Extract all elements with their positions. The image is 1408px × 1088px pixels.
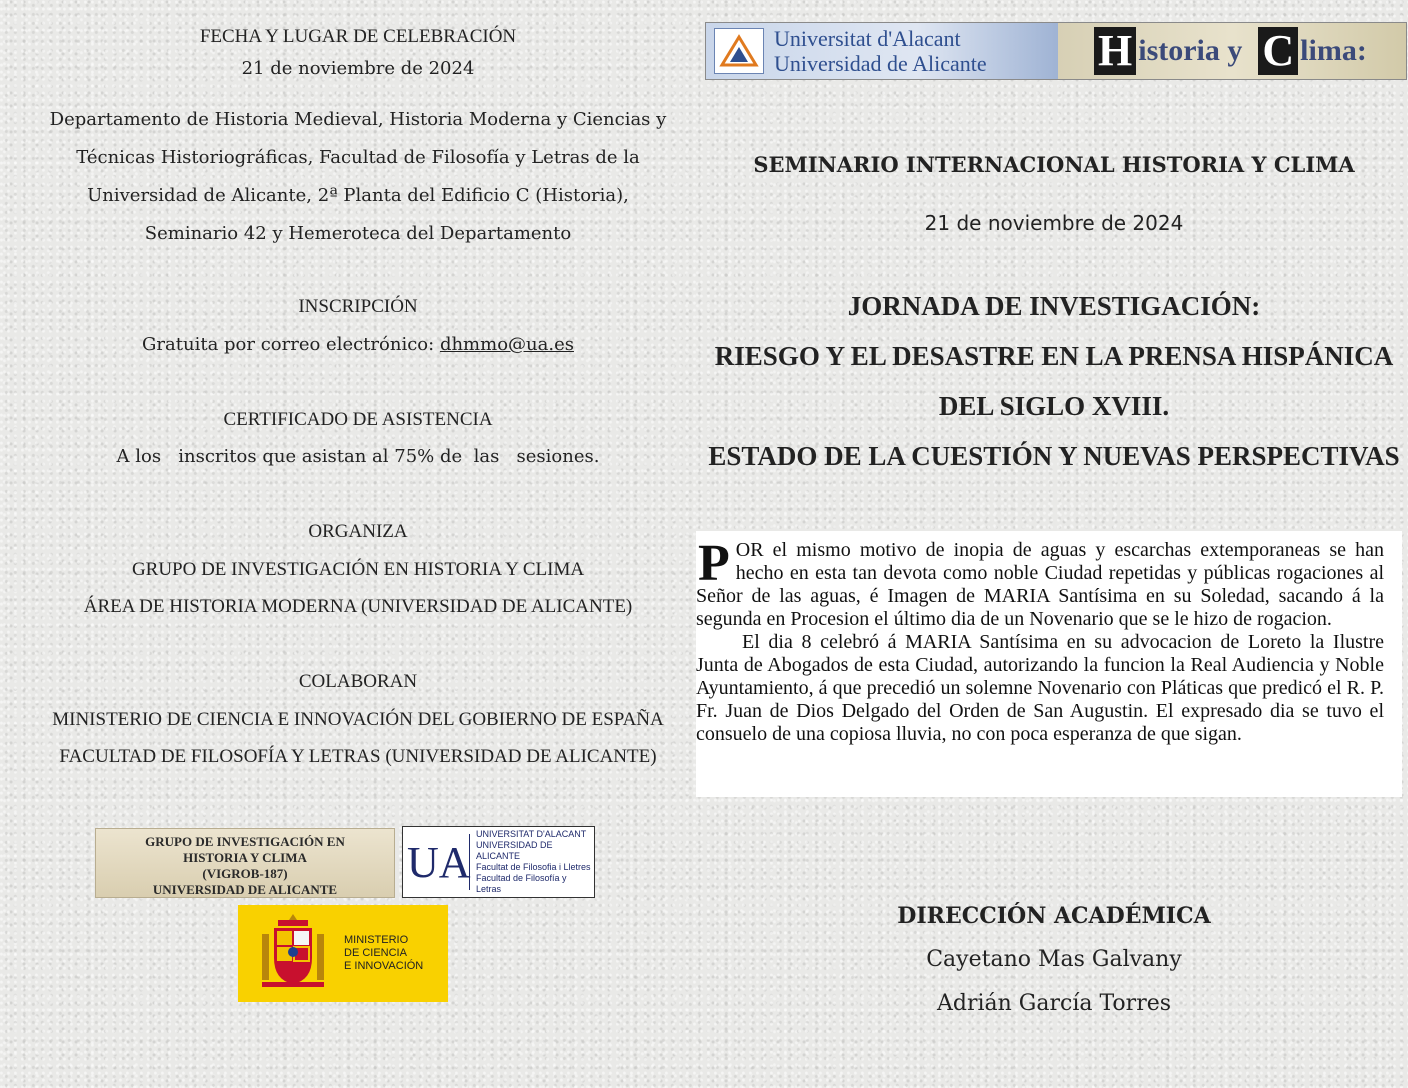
ua-banner	[706, 23, 1058, 79]
organiza-line: GRUPO DE INVESTIGACIÓN EN HISTORIA Y CLIMA	[131, 559, 585, 580]
ua-banner-text	[774, 26, 987, 76]
ua-faculty-logo	[402, 826, 595, 898]
grupo-investigacion-logo	[95, 828, 395, 898]
colaboran-line: FACULTAD DE FILOSOFÍA Y LETRAS (UNIVERSIDAD DE ALICANTE)	[59, 746, 657, 767]
lugar-line: Universidad de Alicante, 2ª Planta del Edificio C (Historia),	[87, 185, 629, 206]
ministerio-logo	[238, 905, 448, 1002]
ua-logo-line: UNIVERSIDAD DE ALICANTE	[475, 840, 553, 861]
ua-banner-line: Universitat d'Alacant	[774, 26, 961, 51]
excerpt-paragraph: El dia 8 celebró á MARIA Santísima en su advocacion de Loreto la Ilustre Junta de Abogados de esta Ciudad, autorizando la funcion la Real Audiencia y Noble Ayuntamiento, á que precedió un solemne Novenario con Pláticas que predicó el R. P. Fr. Juan de Dios Delgado del Orden de San Augustin. El expresado dia se tuvo el consuelo de una copiosa lluvia, no con poca esperanza de que sigan.	[696, 631, 1384, 745]
ua-banner-line: Universidad de Alicante	[774, 51, 987, 76]
director-name: Adrián García Torres	[936, 991, 1172, 1016]
ua-logo-line: Facultad de Filosofía y Letras	[475, 873, 567, 894]
newspaper-excerpt	[696, 531, 1402, 797]
certificado-text: A los inscritos que asistan al 75% de las sesiones.	[116, 446, 600, 467]
email-link[interactable]: dhmmo@ua.es	[439, 334, 574, 355]
ua-logo-text	[476, 829, 594, 895]
right-column	[696, 0, 1408, 1088]
inscripcion-row	[20, 334, 696, 355]
colaboran-line: MINISTERIO DE CIENCIA E INNOVACIÓN DEL GOBIERNO DE ESPAÑA	[52, 709, 664, 730]
inscripcion-heading: INSCRIPCIÓN	[298, 296, 418, 317]
inscripcion-text: Gratuita por correo electrónico:	[142, 334, 435, 355]
jornada-line: DEL SIGLO XVIII.	[938, 391, 1170, 421]
fecha-value: 21 de noviembre de 2024	[241, 58, 475, 79]
organiza-heading: ORGANIZA	[308, 521, 408, 542]
jornada-line: RIESGO Y EL DESASTRE EN LA PRENSA HISPÁNICA	[714, 341, 1394, 371]
grupo-logo-line: GRUPO DE INVESTIGACIÓN EN	[145, 834, 345, 849]
banner-initial: C	[1258, 27, 1298, 75]
excerpt-paragraph: OR el mismo motivo de inopia de aguas y escarchas extemporaneas se han hecho en esta tan devota como noble Ciudad repetidas y públicas rogaciones al Señor de las aguas, é Imagen de MARIA Santísima en su Soledad, sacando á la segunda en Procesion el último dia de un Novenario que se le hizo de rogacion.	[696, 539, 1384, 630]
grupo-logo-line: HISTORIA Y CLIMA	[183, 850, 307, 865]
jornada-line: JORNADA DE INVESTIGACIÓN:	[847, 291, 1261, 321]
lugar-line: Departamento de Historia Medieval, Historia Moderna y Ciencias y	[49, 109, 667, 130]
jornada-line: ESTADO DE LA CUESTIÓN Y NUEVAS PERSPECTIVAS	[708, 441, 1400, 471]
director-name: Cayetano Mas Galvany	[926, 947, 1182, 972]
colaboran-heading: COLABORAN	[298, 671, 418, 692]
seminario-title: SEMINARIO INTERNACIONAL HISTORIA Y CLIMA	[753, 152, 1355, 177]
header-banner	[705, 22, 1407, 80]
banner-word: lima:	[1300, 34, 1367, 67]
lugar-line: Seminario 42 y Hemeroteca del Departamento	[144, 223, 572, 244]
direccion-heading: DIRECCIÓN ACADÉMICA	[897, 903, 1211, 929]
banner-initial: H	[1094, 27, 1136, 75]
ministerio-line: DE CIENCIA	[344, 947, 407, 959]
ua-logo-line: Facultat de Filosofia i Lletres	[475, 862, 591, 872]
organiza-line: ÁREA DE HISTORIA MODERNA (UNIVERSIDAD DE ALICANTE)	[83, 596, 633, 617]
coat-of-arms-icon	[258, 912, 328, 996]
grupo-logo-line: UNIVERSIDAD DE ALICANTE	[152, 882, 338, 897]
ministerio-text	[344, 934, 423, 973]
fecha-heading: FECHA Y LUGAR DE CELEBRACIÓN	[199, 26, 517, 47]
logo-divider	[469, 834, 470, 890]
seminario-date: 21 de noviembre de 2024	[924, 211, 1184, 235]
lugar-line: Técnicas Historiográficas, Facultad de Filosofía y Letras de la	[76, 147, 640, 168]
grupo-logo-line: (VIGROB-187)	[202, 866, 288, 881]
ministerio-line: E INNOVACIÓN	[344, 960, 424, 972]
excerpt-dropcap: P	[698, 535, 730, 592]
historia-clima-banner	[1058, 23, 1406, 79]
banner-word: istoria y	[1138, 34, 1243, 67]
ua-logo-line: UNIVERSITAT D'ALACANT	[475, 829, 587, 839]
ua-triangle-icon	[714, 28, 764, 74]
ministerio-line: MINISTERIO	[344, 934, 409, 946]
certificado-heading: CERTIFICADO DE ASISTENCIA	[223, 409, 493, 430]
ua-mark: UA	[407, 837, 471, 887]
